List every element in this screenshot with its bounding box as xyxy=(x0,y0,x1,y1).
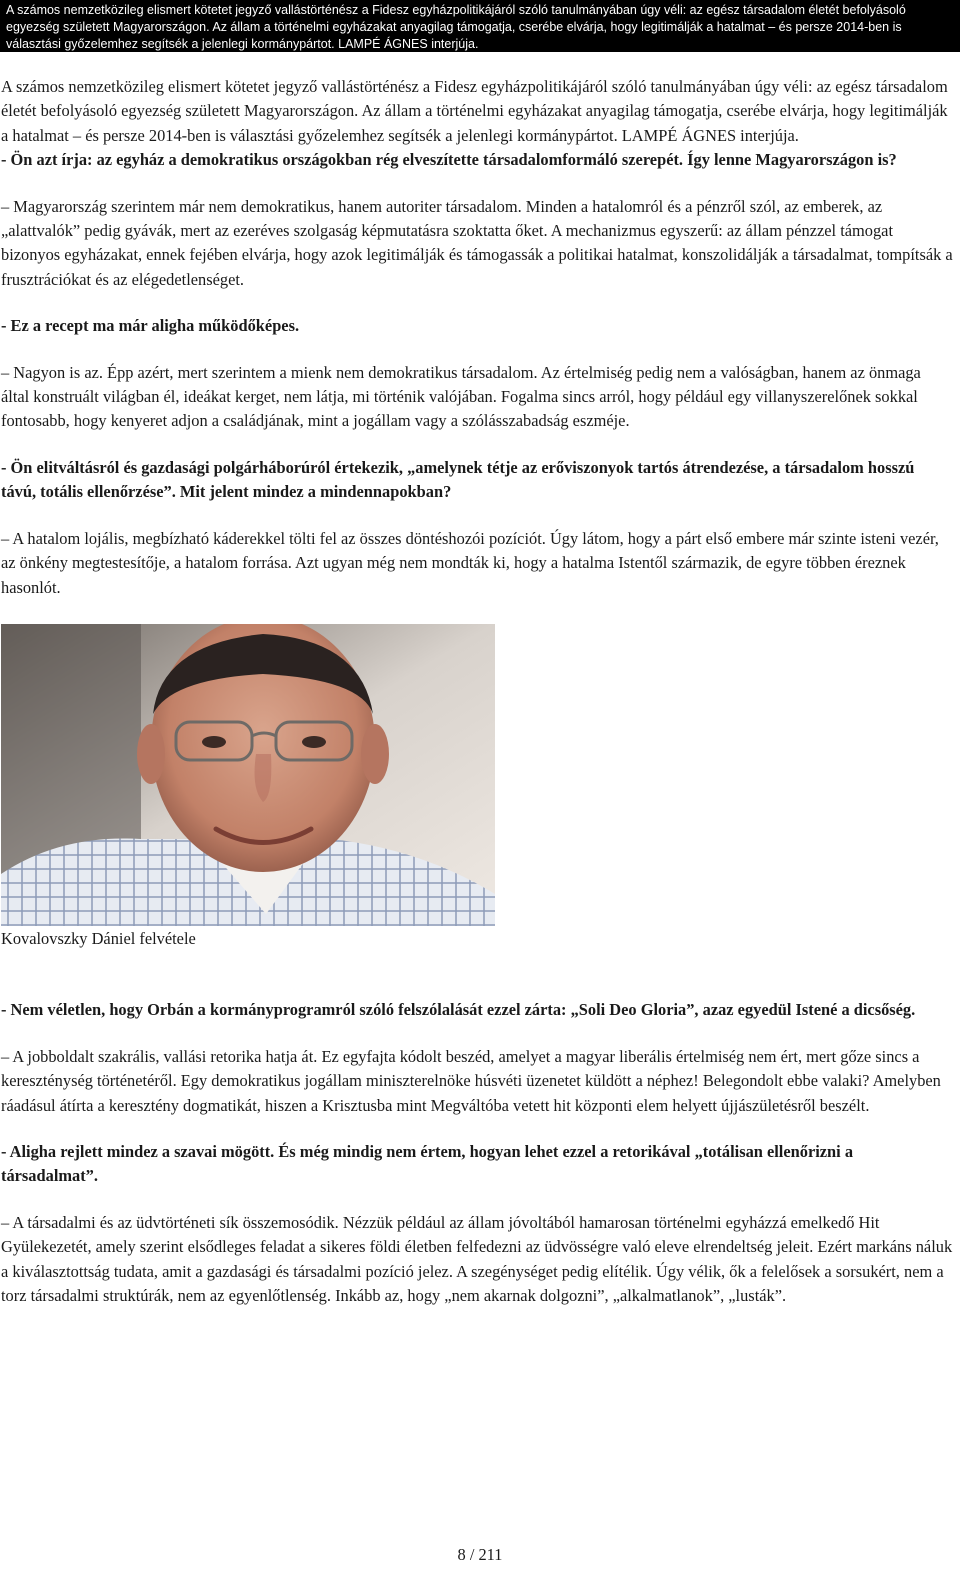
page-number: 8 / 211 xyxy=(457,1545,503,1564)
answer-1: – Magyarország szerintem már nem demokratikus, hanem autoriter társadalom. Minden a hatalomról és a pénzről szól, az emberek, az „alattvalók” pedig gyávák, mert az ezeréves szolgaság képmutatásra szoktatta őket. A mechanizmus egyszerű: az állam pénzzel támogat bizonyos egyházakat, ennek fejében elvárja, hogy azok legitimálják és támogassák a politikai hatalmat, konszolidálják a társadalmat, tompítsák a frusztrációkat és az elégedetlenséget. xyxy=(1,196,953,289)
question-5: - Aligha rejlett mindez a szavai mögött. És még mindig nem értem, hogyan lehet ezzel a retorikával „totálisan ellenőrizni a társadalmat”. xyxy=(1,1141,854,1186)
question-3: - Ön elitváltásról és gazdasági polgárháborúról értekezik, „amelynek tétje az erőviszonyok tartós átrendezése, a társadalom hosszú távú, totális ellenőrzése”. Mit jelent mindez a mindennapokban? xyxy=(1,457,915,502)
answer-5: – A társadalmi és az üdvtörténeti sík összemosódik. Nézzük például az állam jóvoltából hamarosan történelmi egyházzá emelkedő Hit Gyülekezetét, amely szerint elsődleges feladat a sikeres földi életben felfedezni az üdvösségre való eleve elrendeltség jeleit. Ezért markáns náluk a kiválasztottság tudata, amit a gazdasági és társadalmi pozíció jelez. A szegénységet pedig elítélik. Úgy vélik, ők a felelősek a sorsukért, nem a torz társadalmi struktúrák, nem az egyenlőtlenség. Inkább az, hogy „nem akarnak dolgozni”, „alkalmatlanok”, „lusták”. xyxy=(1,1212,953,1305)
running-header-text: A számos nemzetközileg elismert kötetet jegyző vallástörténész a Fidesz egyházpolitikájáról szóló tanulmányában úgy véli: az egész társadalom életét befolyásoló egyezség született Magyarországon. Az állam a történelmi egyházakat anyagilag támogatja, cserébe elvárja, hogy legitimálják a hatalmat – és persze 2014-ben is választási győzelemhez segítsék a jelenlegi kormánypártot. LAMPÉ ÁGNES interjúja. xyxy=(6,3,906,51)
photo-caption: Kovalovszky Dániel felvétele xyxy=(1,928,196,948)
answer-2: – Nagyon is az. Épp azért, mert szerintem a mienk nem demokratikus társadalom. Az értelmiség pedig nem a valóságban, hanem az önmaga által konstruált világban él, ideákat kerget, nem látja, mi történik valójában. Fogalma sincs arról, hogy például egy villanyszerelőnek sokkal fontosabb, hogy kenyeret adjon a családjának, mint a jogállam vagy a szólásszabadság eszméje. xyxy=(1,362,921,431)
answer-3: – A hatalom lojális, megbízható káderekkel tölti fel az összes döntéshozói pozíciót. Úgy látom, hogy a párt első embere már szinte isteni vezér, az önkény megtestesítője, a hatalom forrása. Azt ugyan még nem mondták ki, hogy a hatalma Istentől származik, de egyre többen éreznek hasonlót. xyxy=(1,528,939,597)
question-1: - Ön azt írja: az egyház a demokratikus országokban rég elveszítette társadalomformáló szerepét. Így lenne Magyarországon is? xyxy=(1,150,897,170)
running-header xyxy=(0,0,960,52)
question-2: - Ez a recept ma már aligha működőképes. xyxy=(1,316,300,336)
article-body xyxy=(1,75,953,1308)
question-4: - Nem véletlen, hogy Orbán a kormányprogramról szóló felszólalását ezzel zárta: „Soli Deo Gloria”, azaz egyedül Istené a dicsőség. xyxy=(1,1000,916,1020)
article-lead: A számos nemzetközileg elismert kötetet jegyző vallástörténész a Fidesz egyházpolitikájáról szóló tanulmányában úgy véli: az egész társadalom életét befolyásoló egyezség született Magyarországon. Az állam a történelmi egyházakat anyagilag támogatja, cserébe elvárja, hogy legitimálják a hatalmat – és persze 2014-ben is választási győzelemhez segítsék a jelenlegi kormánypártot. LAMPÉ ÁGNES interjúja. xyxy=(1,77,948,145)
portrait-photo xyxy=(1,624,495,926)
answer-4: – A jobboldalt szakrális, vallási retorika hatja át. Ez egyfajta kódolt beszéd, amelyet a magyar liberális értelmiség nem ért, mert gőze sincs a kereszténység történetéről. Egy demokratikus jogállam miniszterelnöke húsvéti üzenetet küldött a néphez! Belegondolt ebbe valaki? Amelyben ráadásul átírta a keresztény dogmatikát, hiszen a Krisztusba mint Megváltóba vetett hit központi elem helyett újjászületésről beszélt. xyxy=(1,1046,941,1115)
portrait-image xyxy=(1,624,495,926)
